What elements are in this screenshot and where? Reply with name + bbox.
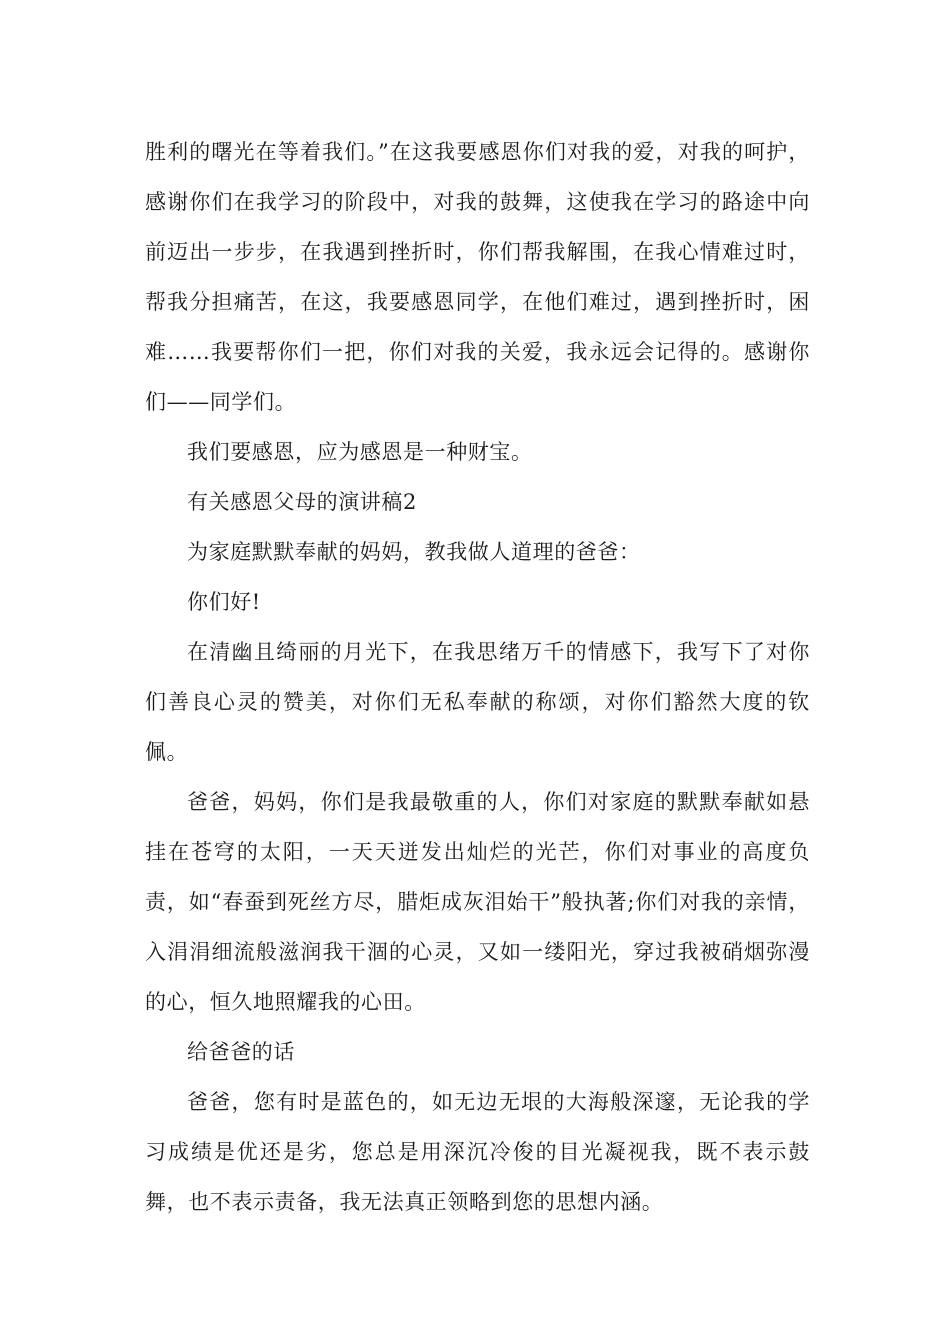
section-heading: 有关感恩父母的演讲稿2 — [187, 490, 417, 514]
document-body — [145, 127, 810, 1227]
paragraph-moonlight: 在清幽且绮丽的月光下，在我思绪万千的情感下，我写下了对你们善良心灵的赞美，对你们无私奉献的称颂，对你们豁然大度的钦佩。 — [145, 640, 810, 764]
paragraph-parents: 爸爸，妈妈，你们是我最敬重的人，你们对家庭的默默奉献如悬挂在苍穹的太阳，一天天迸发出灿烂的光芒，你们对事业的高度负责，如“春蚕到死丝方尽，腊炬成灰泪始干”般执著;你们对我的亲情，入涓涓细流般滋润我干涸的心灵，又如一缕阳光，穿过我被硝烟弥漫的心，恒久地照耀我的心田。 — [145, 790, 810, 1014]
paragraph-father: 爸爸，您有时是蓝色的，如无边无垠的大海般深邃，无论我的学习成绩是优还是劣，您总是用深沉冷俊的目光凝视我，既不表示鼓舞，也不表示责备，我无法真正领略到您的思想内涵。 — [145, 1090, 810, 1214]
salutation: 为家庭默默奉献的妈妈，教我做人道理的爸爸： — [187, 540, 641, 564]
greeting: 你们好! — [187, 590, 261, 614]
subheading-to-father: 给爸爸的话 — [187, 1040, 295, 1064]
paragraph-continuation: 胜利的曙光在等着我们。”在这我要感恩你们对我的爱，对我的呵护，感谢你们在我学习的阶段中，对我的鼓舞，这使我在学习的路途中向前迈出一步步，在我遇到挫折时，你们帮我解围，在我心情难过时，帮我分担痛苦，在这，我要感恩同学，在他们难过，遇到挫折时，困难……我要帮你们一把，你们对我的关爱，我永远会记得的。感谢你们——同学们。 — [145, 140, 810, 414]
paragraph-gratitude-treasure: 我们要感恩，应为感恩是一种财宝。 — [187, 440, 533, 464]
